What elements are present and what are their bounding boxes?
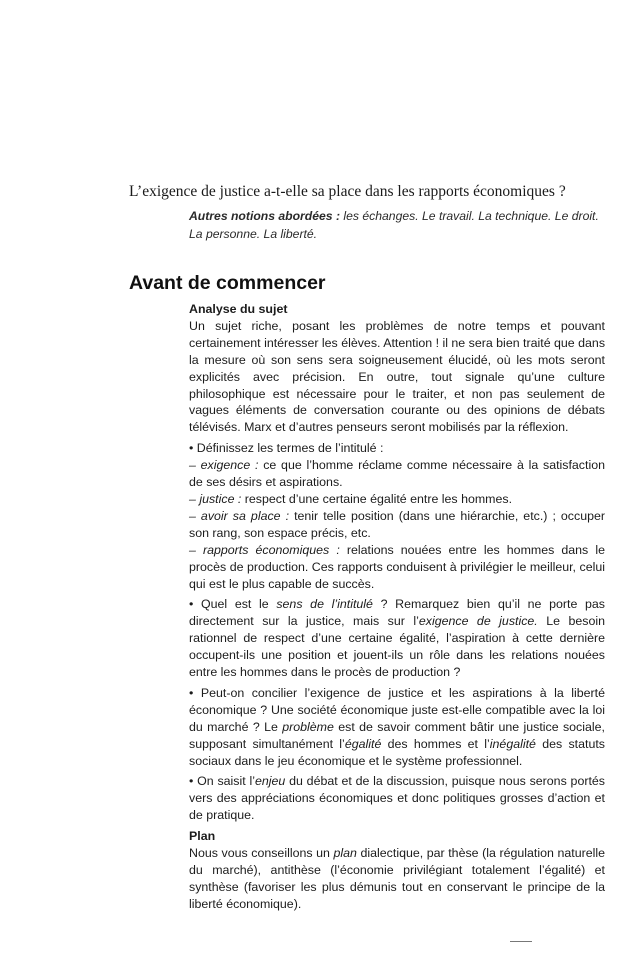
definition-exigence [189, 457, 605, 491]
term-rapports-economiques: – rapports économiques : [189, 542, 340, 557]
definition-justice [189, 491, 605, 508]
text-run: Nous vous conseillons un [189, 846, 334, 861]
scan-mark [510, 941, 532, 942]
text-run: des hommes et l’ [381, 736, 490, 751]
emphasis-egalite: égalité [344, 736, 382, 751]
notions-label: Autres notions abordées : [189, 209, 341, 223]
emphasis-enjeu: enjeu [254, 774, 286, 789]
text-run: • Quel est le [189, 597, 277, 612]
bullet-sens-intitule [189, 596, 605, 681]
definition-justice-text: respect d’une certaine égalité entre les hommes. [241, 491, 513, 506]
section-body [189, 301, 605, 913]
term-justice: – justice : [189, 491, 242, 506]
term-exigence: – exigence : [189, 458, 259, 473]
emphasis-exigence-justice: exigence de justice. [418, 614, 538, 629]
term-avoir-sa-place: – avoir sa place : [189, 508, 290, 523]
emphasis-probleme: problème [282, 719, 334, 734]
text-run: ? Remarquez bien qu’il ne porte pas directement sur la justice, mais sur l’ [189, 597, 605, 629]
definition-avoir-sa-place-text: tenir telle position (dans une hiérarchie, etc.) ; occuper son rang, son espace précis, etc. [189, 508, 605, 540]
emphasis-inegalite: inégalité [489, 736, 536, 751]
definition-exigence-text: ce que l’homme réclame comme nécessaire à la satisfaction de ses désirs et aspirations. [189, 458, 605, 490]
analyse-heading: Analyse du sujet [189, 302, 288, 316]
section-heading: Avant de commencer [129, 272, 326, 294]
bullet-enjeu [189, 773, 605, 824]
dissertation-title: L’exigence de justice a-t-elle sa place dans les rapports économiques ? [129, 183, 566, 200]
text-run: • Peut-on concilier l’exigence de justice et les aspirations à la liberté économique ? Une société économique juste est-elle compatible avec la loi du marché ? Le [189, 685, 605, 734]
intro-paragraph: Un sujet riche, posant les problèmes de notre temps et pouvant certainement intéresser les élèves. Attention ! il ne sera bien traité que dans la mesure où son sens sera soigneusement élucidé, où les mots seront explicités avec précision. En outre, tout signale qu’une culture philosophique est nécessaire pour le traiter, et non pas seulement de vagues éléments de conversation courante ou des opinions de débats télévisés. Marx et d’autres penseurs seront mobilisés par la réflexion. [189, 318, 606, 435]
text-run: du débat et de la discussion, puisque nous serons portés vers des appréciations économiques et donc politiques grosses d’action et de pratique. [189, 774, 605, 823]
definition-rapports-economiques-text: relations nouées entre les hommes dans le procès de production. Ces rapports conduisent à privilégier le meilleur, celui qui est le plus capable de succès. [189, 542, 605, 591]
definition-avoir-sa-place [189, 508, 605, 542]
notions-text: les échanges. Le travail. La technique. Le droit. La personne. La liberté. [189, 209, 599, 241]
plan-heading: Plan [189, 829, 216, 844]
bullet-concilier [189, 685, 605, 770]
bullet-define-terms: • Définissez les termes de l’intitulé : [189, 441, 384, 456]
emphasis-plan: plan [333, 846, 357, 861]
text-run: des statuts sociaux dans le jeu économique et le système professionnel. [189, 736, 605, 768]
text-run: Le besoin rationnel de respect d’une certaine égalité, l’aspiration à cette dernière occupent-ils une position et jouent-ils un rôle dans les relations nouées entre les hommes dans le procès de production ? [189, 614, 605, 680]
emphasis-sens-intitule: sens de l’intitulé [276, 597, 373, 612]
definition-rapports-economiques [189, 542, 605, 593]
text-run: • On saisit l’ [189, 774, 255, 789]
text-run: est de savoir comment bâtir une justice sociale, supposant simultanément l’ [189, 719, 605, 751]
text-run: dialectique, par thèse (la régulation naturelle du marché), antithèse (l’économie privilégiant totalement l’égalité) et synthèse (favoriser les plus démunis tout en conservant le principe de la liberté économique). [189, 846, 605, 911]
other-notions [189, 207, 605, 243]
plan-paragraph [189, 845, 605, 913]
